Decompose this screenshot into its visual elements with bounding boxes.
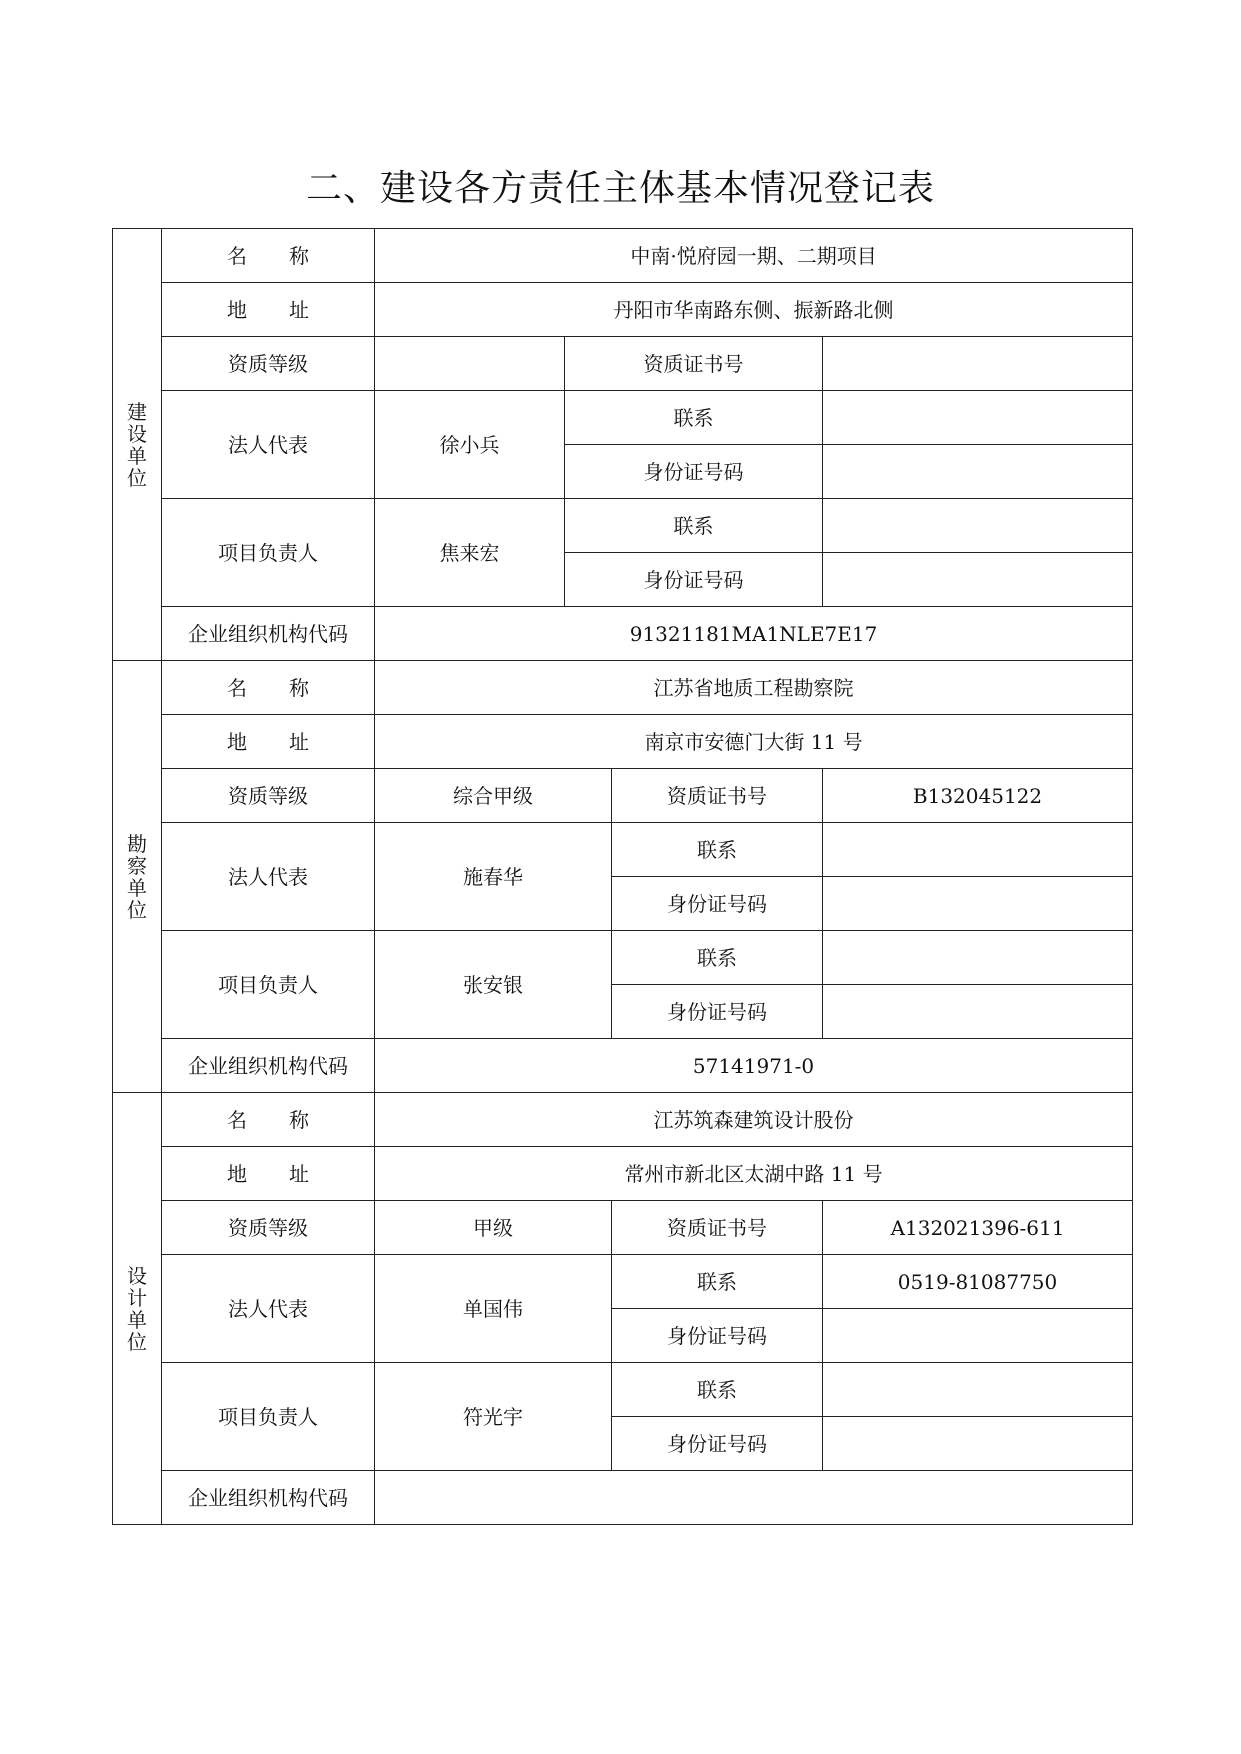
design-project-lead-value: 符光宇	[375, 1363, 612, 1471]
survey-project-lead-value: 张安银	[375, 931, 612, 1039]
section-label-design: 设计单位	[113, 1093, 162, 1525]
construction-project-lead-value: 焦来宏	[375, 499, 565, 607]
design-name-value: 江苏筑森建筑设计股份	[375, 1093, 1133, 1147]
design-org-code-value	[375, 1471, 1133, 1525]
survey-row-qualification	[113, 769, 1133, 823]
page-title: 二、建设各方责任主体基本情况登记表	[305, 168, 935, 209]
label-contact: 联系	[612, 823, 823, 877]
construction-org-code-value: 91321181MA1NLE7E17	[375, 607, 1133, 661]
construction-qual-level-value	[375, 337, 565, 391]
label-qual-level: 资质等级	[162, 337, 375, 391]
label-contact: 联系	[565, 499, 823, 553]
label-address: 地址	[162, 715, 375, 769]
construction-row-address	[113, 283, 1133, 337]
survey-address-value: 南京市安德门大街 11 号	[375, 715, 1133, 769]
label-contact: 联系	[612, 1255, 823, 1309]
label-org-code: 企业组织机构代码	[162, 1471, 375, 1525]
survey-legal-rep-id-value	[823, 877, 1133, 931]
construction-legal-rep-id-value	[823, 445, 1133, 499]
survey-project-lead-contact-value	[823, 931, 1133, 985]
design-row-legal-rep	[113, 1255, 1133, 1309]
label-project-lead: 项目负责人	[162, 1363, 375, 1471]
label-name: 名称	[162, 661, 375, 715]
label-legal-rep: 法人代表	[162, 391, 375, 499]
label-contact: 联系	[612, 1363, 823, 1417]
label-id-number: 身份证号码	[612, 985, 823, 1039]
design-row-org-code	[113, 1471, 1133, 1525]
label-id-number: 身份证号码	[612, 1309, 823, 1363]
section-label-construction: 建设单位	[113, 229, 162, 661]
construction-legal-rep-contact-value	[823, 391, 1133, 445]
label-qual-level: 资质等级	[162, 1201, 375, 1255]
label-id-number: 身份证号码	[565, 553, 823, 607]
label-qual-cert: 资质证书号	[565, 337, 823, 391]
label-id-number: 身份证号码	[565, 445, 823, 499]
construction-project-lead-id-value	[823, 553, 1133, 607]
survey-legal-rep-value: 施春华	[375, 823, 612, 931]
label-qual-level: 资质等级	[162, 769, 375, 823]
design-row-project-lead	[113, 1363, 1133, 1417]
label-project-lead: 项目负责人	[162, 499, 375, 607]
survey-row-name	[113, 661, 1133, 715]
survey-name-value: 江苏省地质工程勘察院	[375, 661, 1133, 715]
label-legal-rep: 法人代表	[162, 823, 375, 931]
construction-row-legal-rep	[113, 391, 1133, 445]
label-address: 地址	[162, 1147, 375, 1201]
construction-row-name	[113, 229, 1133, 283]
label-qual-cert: 资质证书号	[612, 769, 823, 823]
design-row-name	[113, 1093, 1133, 1147]
label-id-number: 身份证号码	[612, 1417, 823, 1471]
design-legal-rep-id-value	[823, 1309, 1133, 1363]
survey-project-lead-id-value	[823, 985, 1133, 1039]
label-org-code: 企业组织机构代码	[162, 1039, 375, 1093]
label-name: 名称	[162, 1093, 375, 1147]
survey-legal-rep-contact-value	[823, 823, 1133, 877]
design-legal-rep-contact-value: 0519-81087750	[823, 1255, 1133, 1309]
survey-row-address	[113, 715, 1133, 769]
design-qual-level-value: 甲级	[375, 1201, 612, 1255]
design-address-value: 常州市新北区太湖中路 11 号	[375, 1147, 1133, 1201]
label-project-lead: 项目负责人	[162, 931, 375, 1039]
label-address: 地址	[162, 283, 375, 337]
survey-qual-level-value: 综合甲级	[375, 769, 612, 823]
design-legal-rep-value: 单国伟	[375, 1255, 612, 1363]
label-contact: 联系	[565, 391, 823, 445]
construction-name-value: 中南·悦府园一期、二期项目	[375, 229, 1133, 283]
survey-org-code-value: 57141971-0	[375, 1039, 1133, 1093]
label-name: 名称	[162, 229, 375, 283]
construction-project-lead-contact-value	[823, 499, 1133, 553]
design-row-address	[113, 1147, 1133, 1201]
survey-row-project-lead	[113, 931, 1133, 985]
registration-table	[112, 228, 1133, 1525]
label-org-code: 企业组织机构代码	[162, 607, 375, 661]
survey-row-legal-rep	[113, 823, 1133, 877]
survey-row-org-code	[113, 1039, 1133, 1093]
construction-row-org-code	[113, 607, 1133, 661]
construction-row-qualification	[113, 337, 1133, 391]
construction-row-project-lead	[113, 499, 1133, 553]
design-row-qualification	[113, 1201, 1133, 1255]
design-project-lead-id-value	[823, 1417, 1133, 1471]
label-legal-rep: 法人代表	[162, 1255, 375, 1363]
survey-qual-cert-value: B132045122	[823, 769, 1133, 823]
design-qual-cert-value: A132021396-611	[823, 1201, 1133, 1255]
label-contact: 联系	[612, 931, 823, 985]
construction-qual-cert-value	[823, 337, 1133, 391]
label-qual-cert: 资质证书号	[612, 1201, 823, 1255]
section-label-survey: 勘察单位	[113, 661, 162, 1093]
design-project-lead-contact-value	[823, 1363, 1133, 1417]
label-id-number: 身份证号码	[612, 877, 823, 931]
construction-address-value: 丹阳市华南路东侧、振新路北侧	[375, 283, 1133, 337]
construction-legal-rep-value: 徐小兵	[375, 391, 565, 499]
